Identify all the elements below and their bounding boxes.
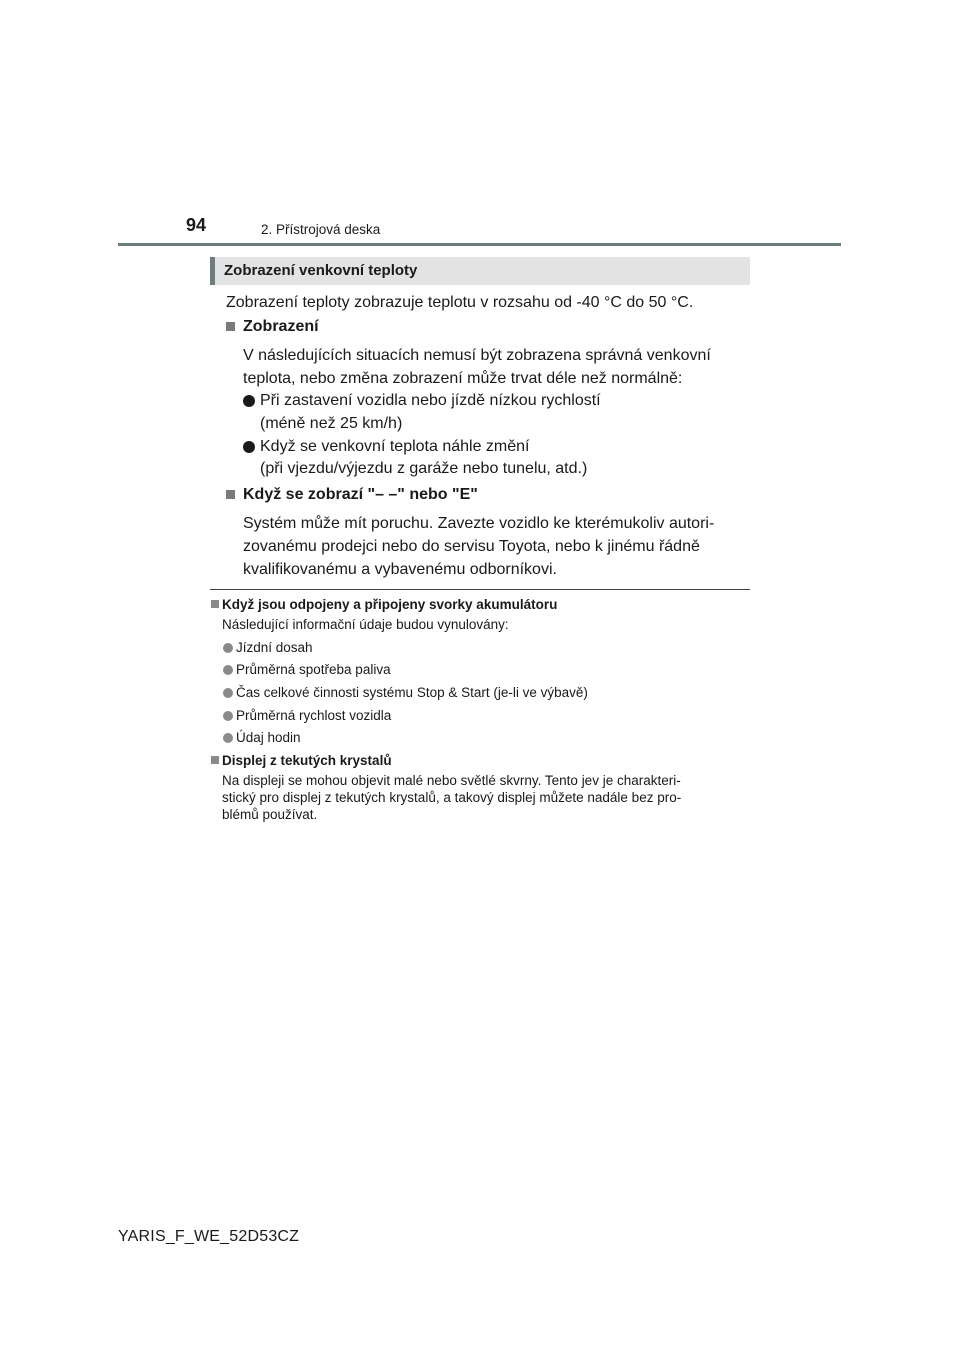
square-bullet-icon bbox=[211, 756, 219, 764]
square-bullet-icon bbox=[226, 490, 235, 499]
section-accent bbox=[210, 257, 215, 285]
note-item: Jízdní dosah bbox=[236, 640, 313, 655]
note-item: Průměrná rychlost vozidla bbox=[236, 708, 392, 723]
note-lcd-line2: stický pro displej z tekutých krystalů, a takový displej můžete nadále bez pro- bbox=[222, 790, 682, 805]
section-title-bar bbox=[210, 257, 750, 285]
sub2-text-line3: kvalifikovanému a vybavenému odborníkovi. bbox=[243, 561, 557, 578]
subheading-error-display: Když se zobrazí "– –" nebo "E" bbox=[243, 486, 478, 503]
document-code: YARIS_F_WE_52D53CZ bbox=[118, 1228, 300, 1245]
sub2-text-line2: zovanému prodejci nebo do servisu Toyota, nebo k jinému řádně bbox=[243, 538, 700, 555]
bullet-dot-icon bbox=[243, 441, 255, 453]
note-item: Průměrná spotřeba paliva bbox=[236, 662, 391, 677]
chapter-title: 2. Přístrojová deska bbox=[261, 222, 381, 237]
bullet-2-line1: Když se venkovní teplota náhle změní bbox=[260, 438, 530, 455]
note-battery-intro: Následující informační údaje budou vynulovány: bbox=[222, 617, 509, 632]
bullet-2-line2: (při vjezdu/výjezdu z garáže nebo tunelu, atd.) bbox=[260, 460, 588, 477]
square-bullet-icon bbox=[226, 322, 235, 331]
bullet-dot-icon bbox=[223, 643, 233, 653]
note-battery-heading: Když jsou odpojeny a připojeny svorky akumulátoru bbox=[222, 597, 558, 612]
page-number: 94 bbox=[186, 215, 207, 235]
square-bullet-icon bbox=[211, 600, 219, 608]
bullet-dot-icon bbox=[243, 395, 255, 407]
note-lcd-line3: blémů používat. bbox=[222, 807, 318, 822]
bullet-dot-icon bbox=[223, 688, 233, 698]
subheading-zobrazeni: Zobrazení bbox=[243, 318, 319, 335]
section-title: Zobrazení venkovní teploty bbox=[224, 262, 418, 279]
sub1-text-line1: V následujících situacích nemusí být zobrazena správná venkovní bbox=[243, 347, 711, 364]
bullet-1-line1: Při zastavení vozidla nebo jízdě nízkou rychlostí bbox=[260, 392, 601, 409]
bullet-1-line2: (méně než 25 km/h) bbox=[260, 415, 403, 432]
note-item: Údaj hodin bbox=[236, 730, 301, 745]
sub2-text-line1: Systém může mít poruchu. Zavezte vozidlo ke kterémukoliv autori- bbox=[243, 515, 715, 532]
sub1-text-line2: teplota, nebo změna zobrazení může trvat déle než normálně: bbox=[243, 370, 683, 387]
note-lcd-line1: Na displeji se mohou objevit malé nebo světlé skvrny. Tento jev je charakteri- bbox=[222, 773, 681, 788]
notes-divider bbox=[210, 589, 750, 590]
bullet-dot-icon bbox=[223, 733, 233, 743]
note-item: Čas celkové činnosti systému Stop & Start (je-li ve výbavě) bbox=[236, 685, 588, 700]
header-rule bbox=[118, 243, 841, 246]
bullet-dot-icon bbox=[223, 711, 233, 721]
bullet-dot-icon bbox=[223, 665, 233, 675]
note-lcd-heading: Displej z tekutých krystalů bbox=[222, 753, 392, 768]
section-intro: Zobrazení teploty zobrazuje teplotu v rozsahu od -40 °C do 50 °C. bbox=[226, 294, 694, 311]
